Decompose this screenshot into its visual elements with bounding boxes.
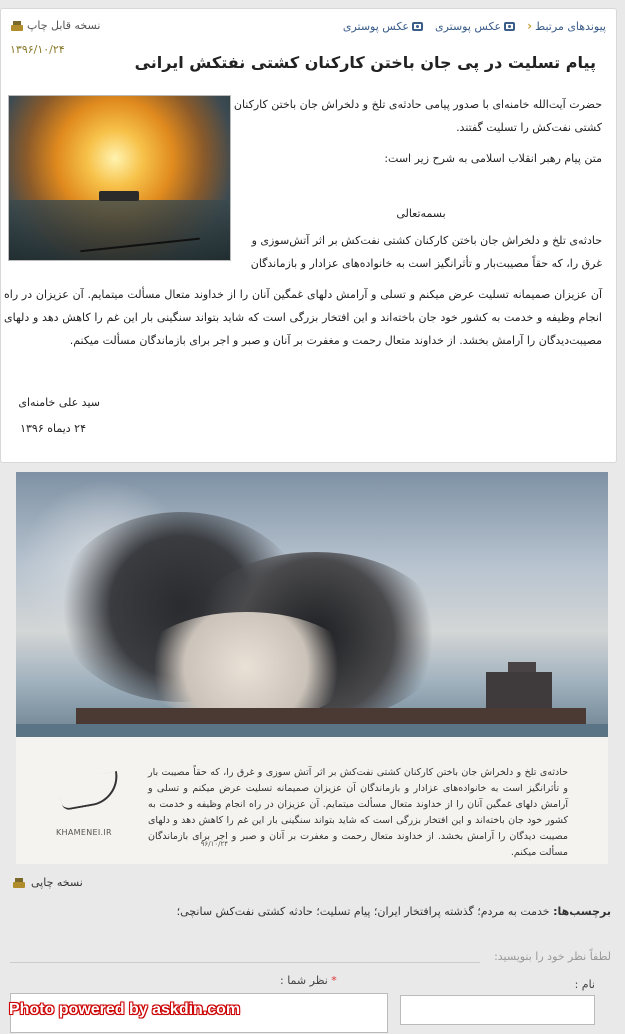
poster-link-2[interactable] (343, 20, 423, 33)
signature-mark (56, 772, 126, 832)
smoke-plume-light (136, 612, 356, 722)
tanker-photo (16, 472, 608, 737)
comment-label (280, 974, 337, 987)
name-input[interactable] (400, 995, 595, 1025)
ship-superstructure (486, 672, 552, 710)
thumbnail-ship (99, 191, 139, 201)
tags-label: برچسب‌ها: (553, 905, 611, 918)
article-sign-date: ۲۴ دیماه ۱۳۹۶ (20, 422, 86, 435)
related-label: پیوندهای مرتبط (535, 19, 606, 33)
poster-brand: KHAMENEI.IR (56, 828, 112, 837)
divider (10, 962, 480, 963)
watermark: Photo powered by askdin.com (9, 1001, 241, 1018)
comment-label-text: نظر شما : (280, 974, 328, 987)
printer-icon (11, 21, 23, 31)
print-version-link[interactable] (13, 876, 83, 889)
article-intro: حضرت آیت‌الله خامنه‌ای با صدور پیامی حادثه‌ی تلخ و دلخراش جان باختن کارکنان کشتی نفت‌کش را تسلیت گفتند. (233, 98, 602, 134)
page-title: پیام تسلیت در پی جان باختن کارکنان کشتی نفتکش ایرانی (134, 53, 596, 72)
camera-icon (412, 22, 423, 31)
poster-date: ۹۶/۱۰/۲۴ (200, 840, 228, 848)
comment-hint: لطفاً نظر خود را بنویسید: (494, 950, 611, 963)
tags-list[interactable]: خدمت به مردم؛ گذشته پرافتخار ایران؛ پیام تسلیت؛ حادثه کشتی نفت‌کش سانچی؛ (176, 905, 550, 918)
article-date: ۱۳۹۶/۱۰/۲۴ (10, 43, 65, 56)
article-lead: متن پیام رهبر انقلاب اسلامی به شرح زیر است: (384, 152, 602, 165)
toolbar-links (343, 19, 606, 33)
tags-row (177, 905, 611, 918)
article-signature: سید علی خامنه‌ای (18, 396, 100, 409)
related-links[interactable] (527, 19, 606, 33)
signature-scribble (58, 771, 122, 811)
article-paragraph-1: حادثه‌ی تلخ و دلخراش جان باختن کارکنان کشتی نفت‌کش بر اثر آتش‌سوزی و غرق را، که حقاً مصیبت‌بار و تأثرانگیز است به خانواده‌های عزادار و بازماندگان (250, 234, 602, 270)
print-label: نسخه قابل چاپ (27, 19, 101, 32)
required-mark: * (331, 974, 337, 987)
article-basmala: بسمه‌تعالی (396, 207, 446, 220)
camera-icon (504, 22, 515, 31)
article-thumbnail[interactable] (8, 95, 231, 261)
sea (16, 724, 608, 737)
article-card (0, 8, 617, 463)
poster-label-1: عکس پوستری (434, 19, 502, 33)
article-paragraph-2: آن عزیزان صمیمانه تسلیت عرض میکنم و تسلی و آرامش دلهای غمگین آنان را از خداوند متعال مسألت میتمایم. آن عزیزان در راه انجام وظیفه و خدمت به کشور خود جان باخته‌اند و این افتخار بزرگی است که شاید بتواند سنگینی بار این غم را کاهش دهد و دلهای مصیبت‌دیدگان را آرامش بخشد. از خداوند متعال رحمت و مغفرت بر آنان و صبر و اجر برای بازماندگان مسألت میکنم. (4, 288, 602, 347)
poster-label-2: عکس پوستری (342, 19, 409, 33)
print-version-label: نسخه چاپی (31, 876, 83, 889)
poster-image[interactable] (16, 472, 608, 864)
article-toolbar (1, 19, 616, 39)
chevron-left-icon: ‹ (527, 19, 533, 33)
print-link[interactable] (11, 19, 100, 32)
poster-caption: حادثه‌ی تلخ و دلخراش جان باختن کارکنان کشتی نفت‌کش بر اثر آتش سوزی و غرق را، که حقاً مصیبت بار و تأثرانگیز است به خانواده‌های عزادار و بازماندگان آن عزیزان صمیمانه تسلیت عرض میکنم و تسلی و آرامش دلهای غمگین آنان را از خداوند متعال مسألت میتمایم. آن عزیزان در راه انجام وظیفه و خدمت به کشور خود جان باخته‌اند و این افتخار بزرگی است که شاید بتواند سنگینی بار این غم را کاهش دهد و دلهای مصیبت دیدگان را آرامش بخشد. از خداوند متعال رحمت و مغفرت بر آنان و صبر و اجر برای بازماندگان مسألت میکنم. (148, 767, 568, 858)
ship-hull (76, 708, 586, 724)
name-label: نام : (574, 978, 595, 991)
poster-link-1[interactable] (435, 20, 515, 33)
printer-icon (13, 878, 25, 888)
